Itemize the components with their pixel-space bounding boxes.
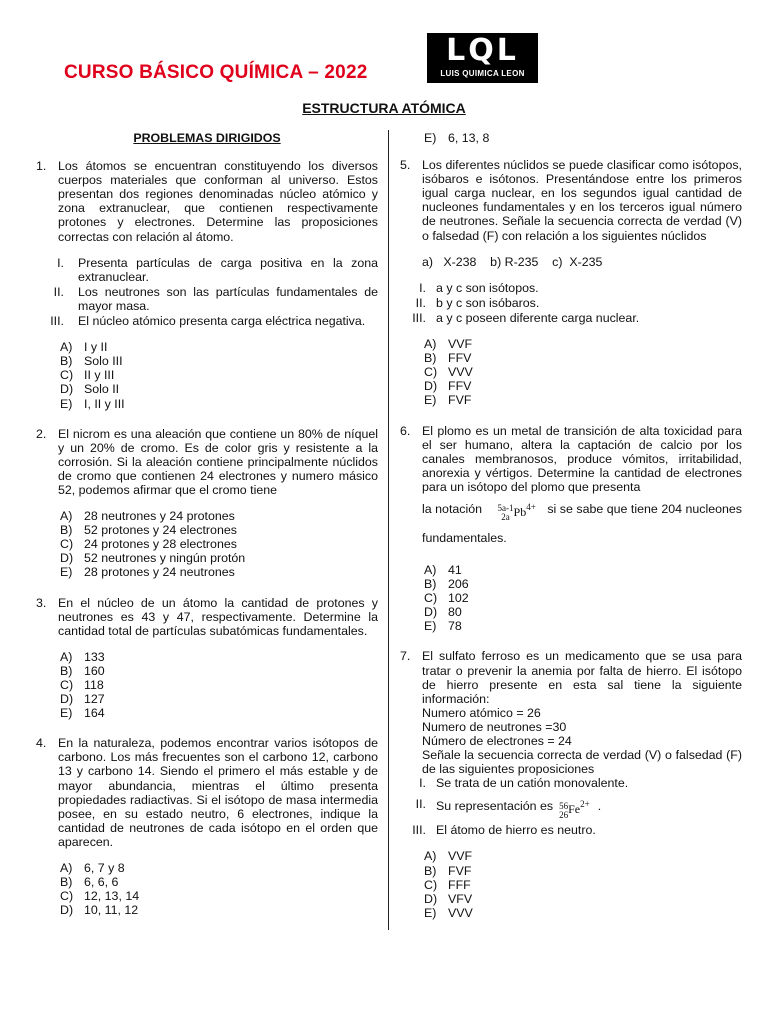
question-1: 1. Los átomos se encuentran constituyendo los diversos cuerpos materiales que conforman al universo. Estos presentan dos regiones denominadas núcleo atómico y zona extranuclear, que contienen respectivamente protones y electrones. Determine las proposiciones correctas con relación al átomo.	[36, 159, 378, 244]
statement: III. El átomo de hierro es neutro.	[412, 823, 596, 838]
option: A) 41	[424, 562, 462, 577]
nuclides-list: a) X-238 b) R-235 c) X-235	[422, 254, 603, 269]
option: D) 52 neutrones y ningún protón	[60, 551, 246, 566]
column-divider	[388, 130, 389, 930]
question-text: El nicrom es una aleación que contiene un 80% de níquel y un 20% de cromo. Es de color gris y resistente a la corrosión. Si la aleación contiene principalmente núclidos de cromo que contienen 24 electrones y numero másico 52, podemos afirmar que el cromo tiene	[58, 426, 378, 497]
option: D) VFV	[424, 891, 473, 906]
option: C) 12, 13, 14	[60, 889, 140, 904]
option: A) 28 neutrones y 24 protones	[60, 509, 235, 524]
option: E) 28 protones y 24 neutrones	[60, 565, 235, 580]
option: C) FFF	[424, 877, 471, 892]
option: C) 24 protones y 28 electrones	[60, 537, 237, 552]
iron-isotope-notation: 56 26 $Fe^{2+}$	[559, 799, 590, 820]
question-text: Los diferentes núclidos se puede clasificar como isótopos, isóbaros e isótonos. Presentándose entre los primeros igual carga nuclear, en los segundos igual cantidad de nucleones fundamentales y en los terceros igual número de neutrones. Señale la secuencia correcta de verdad (V) o falsedad (F) con relación a los siguientes núclidos	[422, 158, 742, 243]
option: B) 160	[60, 663, 105, 678]
option: D) 127	[60, 692, 105, 707]
option: E) 6, 13, 8	[424, 131, 490, 145]
statement: II. Su representación es 56 26 $Fe^{2+}$ .	[400, 791, 742, 822]
option: D) 10, 11, 12	[60, 903, 139, 918]
option: A) VVF	[424, 337, 473, 352]
statements	[400, 776, 742, 837]
option: B) 206	[424, 577, 469, 592]
option: A) VVF	[424, 849, 473, 864]
answer-options	[424, 337, 742, 407]
question-7: 7. El sulfato ferroso es un medicamento que se usa para tratar o prevenir la anemia por falta de hierro. El isótopo de hierro presente en esta sal tiene la siguiente información:	[400, 649, 742, 706]
option: E) FVF	[424, 393, 472, 408]
isotope-notation-line: la notación 5a-1 2a $Pb^{4+}$ si se sabe que tiene 204 nucleones fundamentales.	[422, 494, 742, 551]
question-text: El plomo es un metal de transición de alta toxicidad para el ser humano, altera la captación de calcio por los canales membranosos, produce vómitos, irritabilidad, anorexia y vértigos. Determine la cantidad de electrones para un isótopo del plomo que presenta la notación 5a-1 2a $Pb^{4+}$ si se sabe que tiene 204 nucleones fundamentales.	[422, 424, 742, 551]
option: C) VVV	[424, 365, 473, 380]
statement: III. a y c poseen diferente carga nuclear.	[412, 310, 640, 325]
question-2: 2. El nicrom es una aleación que contiene un 80% de níquel y un 20% de cromo. Es de color gris y resistente a la corrosión. Si la aleación contiene principalmente núclidos de cromo que contienen 24 electrones y numero másico 52, podemos afirmar que el cromo tiene	[36, 426, 378, 497]
logo-mark: LQL	[446, 33, 519, 68]
question-5: 5. Los diferentes núclidos se puede clasificar como isótopos, isóbaros e isótonos. Presentándose entre los primeros igual carga nuclear, en los segundos igual cantidad de nucleones fundamentales y en los terceros igual número de neutrones. Señale la secuencia correcta de verdad (V) o falsedad (F) con relación a los siguientes núclidos	[400, 158, 742, 243]
option: C) 102	[424, 591, 469, 606]
option: D) Solo II	[60, 382, 120, 397]
data-line: Número de electrones = 24	[422, 734, 572, 748]
lead-isotope-notation: 5a-1 2a $Pb^{4+}$	[497, 501, 536, 523]
data-line: Numero de neutrones =30	[422, 719, 567, 734]
option: B) FFV	[424, 351, 472, 366]
question-text: En la naturaleza, podemos encontrar varios isótopos de carbono. Los más frecuentes son el carbono 12, carbono 13 y carbono 14. Siendo el primero el más estable y de mayor abundancia, mientras el último presenta propiedades radiactivas. Si el isótopo de masa intermedia posee, en su estado neutro, 6 electrones, indique la cantidad de neutrones de cada isótopo en el orden que aparecen.	[58, 736, 378, 849]
option: B) 6, 6, 6	[60, 875, 119, 890]
option: A) 133	[60, 649, 105, 664]
option: D) 80	[424, 605, 462, 620]
right-column	[400, 131, 742, 920]
option: B) FVF	[424, 863, 472, 878]
statements	[36, 256, 378, 328]
instruction: Señale la secuencia correcta de verdad (V) o falsedad (F) de las siguientes proposiciones	[422, 748, 742, 777]
section-title: ESTRUCTURA ATÓMICA	[302, 100, 466, 116]
answer-options	[424, 849, 742, 919]
statement: II. b y c son isóbaros.	[415, 295, 540, 310]
statement: III. El núcleo atómico presenta carga eléctrica negativa.	[50, 314, 366, 329]
answer-options	[60, 509, 378, 579]
logo	[427, 33, 538, 83]
option: D) FFV	[424, 379, 472, 394]
subsection-title: PROBLEMAS DIRIGIDOS	[133, 131, 281, 145]
statement: I. a y c son isótopos.	[419, 280, 539, 295]
option: E) VVV	[424, 905, 473, 920]
answer-options	[60, 340, 378, 410]
option: C) 118	[60, 678, 104, 692]
statement: I. Presenta partículas de carga positiva en la zona extranuclear.	[57, 255, 378, 284]
option: A) I y II	[60, 340, 108, 355]
answer-options	[60, 861, 378, 917]
answer-options	[60, 650, 378, 720]
answer-options-continued	[424, 131, 742, 145]
statement: II. Los neutrones son las partículas fundamentales de mayor masa.	[53, 284, 378, 313]
logo-text: LUIS QUIMICA LEON	[440, 69, 525, 78]
question-3: 3. En el núcleo de un átomo la cantidad de protones y neutrones es 43 y 47, respectivamente. Determine la cantidad total de partículas subatómicas fundamentales.	[36, 595, 378, 638]
option: B) 52 protones y 24 electrones	[60, 523, 237, 538]
option: E) 78	[424, 619, 462, 634]
statements	[400, 281, 742, 325]
option: C) II y III	[60, 368, 115, 383]
question-text: Los átomos se encuentran constituyendo los diversos cuerpos materiales que conforman al universo. Estos presentan dos regiones denominadas núcleo atómico y zona extranuclear, que contienen respectivamente protones y electrones. Determine las proposiciones correctas con relación al átomo.	[58, 159, 378, 244]
course-title: CURSO BÁSICO QUÍMICA – 2022	[64, 62, 368, 83]
answer-options	[424, 563, 742, 633]
option: B) Solo III	[60, 354, 123, 369]
question-text: El sulfato ferroso es un medicamento que se usa para tratar o prevenir la anemia por falta de hierro. El isótopo de hierro presente en esta sal tiene la siguiente información:	[422, 649, 742, 706]
statement: I. Se trata de un catión monovalente.	[419, 776, 629, 791]
option: E) 164	[60, 706, 105, 721]
question-4: 4. En la naturaleza, podemos encontrar varios isótopos de carbono. Los más frecuentes son el carbono 12, carbono 13 y carbono 14. Siendo el primero el más estable y de mayor abundancia, mientras el último presenta propiedades radiactivas. Si el isótopo de masa intermedia posee, en su estado neutro, 6 electrones, indique la cantidad de neutrones de cada isótopo en el orden que aparecen.	[36, 736, 378, 849]
data-line: Numero atómico = 26	[422, 705, 541, 720]
question-text: En el núcleo de un átomo la cantidad de protones y neutrones es 43 y 47, respectivamente. Determine la cantidad total de partículas subatómicas fundamentales.	[58, 595, 378, 638]
question-6: 6. El plomo es un metal de transición de alta toxicidad para el ser humano, altera la captación de calcio por los canales membranosos, produce vómitos, irritabilidad, anorexia y vértigos. Determine la cantidad de electrones para un isótopo del plomo que presenta la notación 5a-1 2a $Pb^{4+}$ si se sabe que tiene 204 nucleones fundamentales.	[400, 424, 742, 551]
option: E) I, II y III	[60, 396, 125, 411]
option: A) 6, 7 y 8	[60, 861, 125, 876]
left-column	[36, 131, 378, 917]
